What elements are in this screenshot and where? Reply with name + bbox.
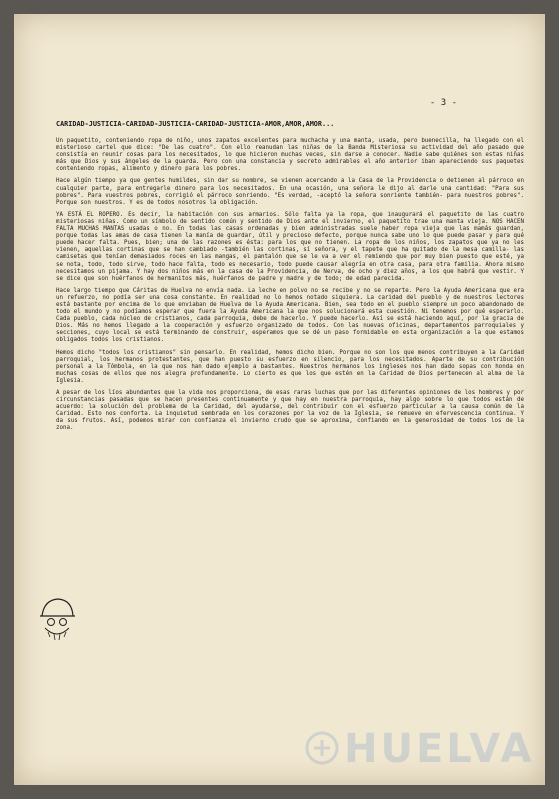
document-page <box>14 14 545 785</box>
article-title: CARIDAD-JUSTICIA-CARIDAD-JUSTICIA-CARIDAD-JUSTICIA-AMOR,AMOR,AMOR... <box>56 120 335 128</box>
page-number: - 3 - <box>429 98 457 108</box>
hand-drawn-face-doodle <box>36 594 78 646</box>
paragraph: Un paquetito, conteniendo ropa de niño, unos zapatos excelentes para muchacha y una manta, usada, pero buenecilla, ha llegado con el misterioso cartel que dice: "De las cuatro". Con ello reanudan las niñas de la Banda Misteriosa su actividad del año pasado que consistía en reunir cosas para los necesitados, lo que hicieron muchas veces, sin darse a conocer. Nadie sabe quiénes son estas niñas más que Dios y sus ángeles de la guarda. Pero con una constancia y secreto admirables el año anterior iban apareciendo sus paquetes conteniendo ropas, alimento y dinero para los pobres. <box>56 138 524 173</box>
article-body <box>56 138 524 438</box>
paragraph: Hemos dicho "todos los cristianos" sin pensarlo. En realidad, hemos dicho bien. Porque no son los que menos contribuyen a la Caridad parroquial, los hermanos protestantes, que han puesto su esfuerzo en silencio, para los necesitados. Aparte de su contribución personal a la Tómbola, en la que nos han dado ejemplo a bastantes. Nuestros hermanos los ingleses nos han dado sopas con honda en muchas cosas de ellos que nos alegra profundamente. Lo cierto es que los que estén en la Caridad de Dios pertenecen al alma de la Iglesia. <box>56 349 524 384</box>
paragraph: Hace algún tiempo ya que gentes humildes, sin dar su nombre, se vienen acercando a la Casa de la Providencia o detienen al párroco en cualquier parte, para entregarle dinero para los necesitados. En una ocasión, una señora le dijo al darle una cantidad: "Para sus pobres". Para vuestros pobres, corrigió el párroco sonriendo. "Es verdad, -aceptó la señora sonriente también- para nuestros pobres". Porque son nuestros. Y es de todos nosotros la obligación. <box>56 178 524 206</box>
watermark-text: HUELVA <box>344 726 535 772</box>
paragraph: Hace largo tiempo que Cáritas de Huelva no envía nada. La leche en polvo no se recibe y no se reparte. Pero la Ayuda Americana que era un refuerzo, no podía ser una cosa constante. En realidad no lo hemos notado siquiera. La caridad del pueblo y de nuestros lectores está bastante por encima de lo que enviaban de Huelva de la Ayuda Americana. Bien, sea todo en el pueblo siempre un poco abandonado de todo el mundo y no podíamos esperar que fuera la Ayuda Americana la que nos solucionará esta cuestión. Ni tenemos por qué esperarlo. Cada pueblo, cada núcleo de cristianos, cada parroquia, debe de hacerlo. Y puede hacerlo. Así se está haciendo aquí, por la gracia de Dios. Más no hemos llegado a la cooperación y esfuerzo organizado de todos. Con las nuevas oficinas, departamentos parroquiales y secciones, cuyo local se está terminando de construir, esperamos que se dé un paso formidable en esta organización a la que estamos obligados todos los cristianos. <box>56 287 524 344</box>
paragraph: A pesar de los líos abundantes que la vida nos proporciona, de esas raras luchas que por las diferentes opiniones de los hombres y por circunstancias pasadas que se hacen presentes continuamente y que hay en nuestra parroquia, hay algo sobre lo que todos están de acuerdo: la solución del problema de la Caridad, del ayudarse, del contribuir con el esfuerzo particular a la causa común de la Caridad. Esto nos conforta. La inquietud sembrada en los corazones por la voz de la Iglesia, se remueve en efervescencia continua. Y da sus frutos. Así, podemos mirar con confianza el invierno crudo que se aproxima, confiando en la generosidad de todos los de la zona. <box>56 390 524 432</box>
huelva-watermark-icon <box>304 730 340 766</box>
paragraph: YA ESTÁ EL ROPERO. Es decir, la habitación con sus armarios. Sólo falta ya la ropa, que inaugurará el paquetito de las cuatro misteriosas niñas. Como un símbolo de sentido común y sentido de Dios ante el invierno, el paquetito trae una manta vieja. NOS HACEN FALTA MUCHAS MANTAS usadas o no. En todas las casas ordenadas y bien administradas suele haber ropa vieja que las mamás guardan, porque todas las amas de casa tienen la manía de guardar, útil y precioso defecto, porque nunca sabe uno lo que puede pasar y para qué puede hacer falta. Pues, bien; una de las razones es ésta: para los que no tienen. La ropa de los niños, los zapatos que ya no les vienen, aquellas cortinas que se han cambiado -también las cortinas, sí señora, y el tapete que ha quitado de la mesa camilla- las camisetas que tenían demasiados roces en las mangas, el pantalón que se le va a ver el remiendo que por muy bien puesto que esté, ya se nota, todo, todo sirve, todo hace falta, todo es necesario, todo puede causar alegría en otra casa, para otra familia. Ahora mismo necesitamos un pijama. Y hay dos niños más en la casa de la Providencia, de Nerva, de ocho y diez años, a los que habrá que vestir. Y se dice que son huérfanos de hermanitos más, huérfanos de padre y madre y de todo; de edad parecida. <box>56 211 524 282</box>
